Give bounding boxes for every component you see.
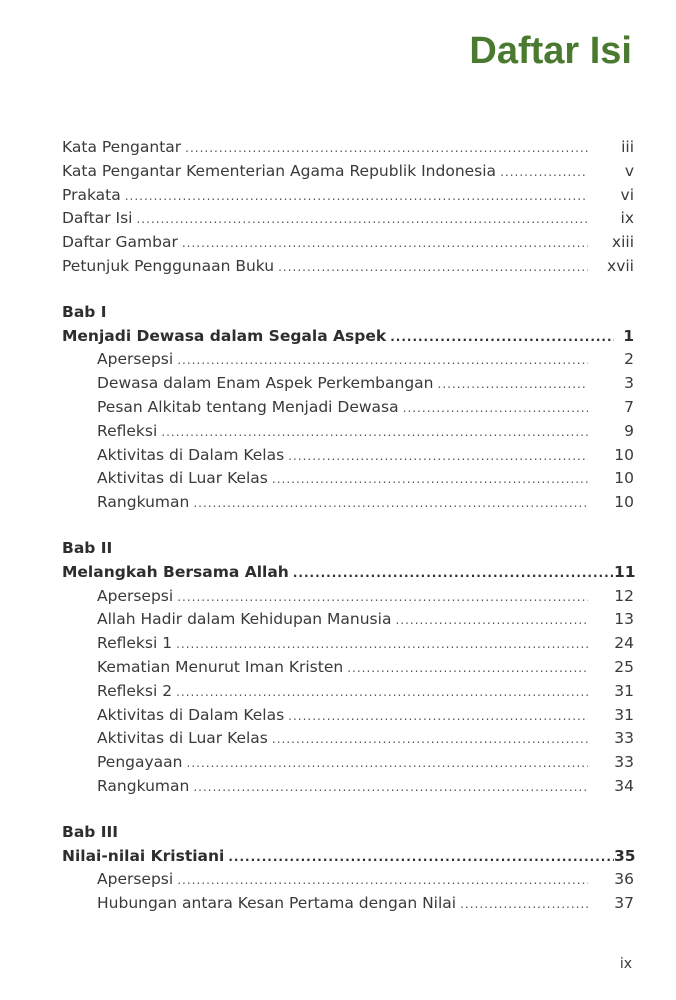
toc-entry-page: vi [620, 185, 634, 204]
toc-entry-label: Refleksi 2 [97, 681, 173, 700]
toc-entry-page: xiii [611, 233, 634, 252]
table-of-contents [62, 136, 634, 938]
dot-leader [272, 728, 588, 752]
page-number: ix [619, 956, 632, 972]
toc-entry[interactable] [62, 585, 634, 609]
toc-entry[interactable] [62, 751, 634, 775]
toc-entry-page: 33 [614, 729, 634, 748]
toc-entry-page: 31 [614, 681, 634, 700]
toc-entry[interactable] [62, 868, 634, 892]
dot-leader [272, 468, 588, 492]
dot-leader [176, 681, 588, 705]
dot-leader [403, 397, 588, 421]
toc-entry[interactable] [62, 608, 634, 632]
toc-entry-label: Refleksi [97, 421, 158, 440]
toc-entry-label: Aktivitas di Dalam Kelas [97, 445, 285, 464]
chapter-title-entry[interactable] [62, 325, 634, 349]
toc-entry-page: 10 [614, 469, 634, 488]
toc-entry[interactable] [62, 680, 634, 704]
front-matter-list [62, 136, 634, 279]
toc-entry[interactable] [62, 656, 634, 680]
toc-entry-label: Melangkah Bersama Allah [62, 562, 289, 581]
toc-entry-page: 13 [614, 610, 634, 629]
toc-entry-page: 37 [614, 894, 634, 913]
page-title: Daftar Isi [469, 30, 632, 72]
dot-leader [176, 633, 588, 657]
toc-entry-label: Refleksi 1 [97, 634, 173, 653]
toc-entry-page: 7 [624, 397, 634, 416]
toc-entry-label: Daftar Gambar [62, 233, 178, 252]
toc-entry-label: Pengayaan [97, 753, 183, 772]
toc-entry-page: xvii [607, 256, 634, 275]
toc-entry[interactable] [62, 160, 634, 184]
dot-leader [293, 562, 614, 586]
dot-leader [193, 492, 588, 516]
toc-entry-label: Aktivitas di Luar Kelas [97, 469, 268, 488]
dot-leader [500, 161, 588, 185]
dot-leader [395, 609, 588, 633]
toc-entry-label: Rangkuman [97, 493, 190, 512]
dot-leader [177, 349, 588, 373]
toc-entry-page: 2 [624, 350, 634, 369]
chapter-number: Bab I [62, 302, 107, 321]
toc-entry-label: Kata Pengantar Kementerian Agama Republik Indonesia [62, 161, 497, 180]
toc-entry-page: 10 [614, 493, 634, 512]
dot-leader [136, 208, 588, 232]
toc-entry-label: Menjadi Dewasa dalam Segala Aspek [62, 326, 387, 345]
toc-entry[interactable] [62, 255, 634, 279]
dot-leader [438, 373, 589, 397]
toc-entry[interactable] [62, 444, 634, 468]
toc-entry-page: 25 [614, 657, 634, 676]
toc-entry[interactable] [62, 231, 634, 255]
toc-entry-label: Apersepsi [97, 350, 174, 369]
dot-leader [177, 869, 588, 893]
dot-leader [288, 445, 588, 469]
toc-entry-label: Daftar Isi [62, 209, 133, 228]
toc-entry[interactable] [62, 372, 634, 396]
toc-entry-label: Kematian Menurut Iman Kristen [97, 657, 344, 676]
toc-entry-label: Hubungan antara Kesan Pertama dengan Nilai [97, 894, 457, 913]
dot-leader [182, 232, 588, 256]
toc-entry[interactable] [62, 892, 634, 916]
toc-entry-page: 24 [614, 634, 634, 653]
dot-leader [228, 846, 614, 870]
chapter-section [62, 537, 634, 799]
toc-entry-page: 1 [623, 326, 634, 345]
toc-entry-label: Aktivitas di Dalam Kelas [97, 705, 285, 724]
toc-entry[interactable] [62, 396, 634, 420]
toc-entry[interactable] [62, 467, 634, 491]
chapter-number: Bab II [62, 538, 113, 557]
toc-entry-page: 35 [614, 846, 636, 865]
toc-entry[interactable] [62, 775, 634, 799]
toc-entry-page: 9 [624, 421, 634, 440]
dot-leader [161, 421, 588, 445]
toc-entry-page: ix [620, 209, 634, 228]
toc-entry-label: Allah Hadir dalam Kehidupan Manusia [97, 610, 392, 629]
chapter-title-entry[interactable] [62, 845, 634, 869]
toc-entry-label: Rangkuman [97, 776, 190, 795]
toc-entry-page: 34 [614, 776, 634, 795]
toc-entry-label: Nilai-nilai Kristiani [62, 846, 225, 865]
toc-entry[interactable] [62, 420, 634, 444]
dot-leader [125, 185, 588, 209]
toc-entry[interactable] [62, 727, 634, 751]
toc-entry-page: iii [621, 138, 634, 156]
chapter-number: Bab III [62, 822, 119, 841]
toc-entry-label: Apersepsi [97, 586, 174, 605]
dot-leader [185, 137, 588, 161]
toc-entry[interactable] [62, 136, 634, 160]
chapter-section [62, 301, 634, 515]
toc-entry-page: 36 [614, 870, 634, 889]
dot-leader [390, 326, 614, 350]
toc-entry[interactable] [62, 184, 634, 208]
dot-leader [288, 705, 588, 729]
dot-leader [278, 256, 588, 280]
dot-leader [187, 752, 589, 776]
toc-entry-page: 10 [614, 445, 634, 464]
chapter-section [62, 821, 634, 916]
toc-entry-label: Apersepsi [97, 870, 174, 889]
toc-entry[interactable] [62, 491, 634, 515]
toc-entry[interactable] [62, 632, 634, 656]
toc-entry-label: Dewasa dalam Enam Aspek Perkembangan [97, 374, 434, 393]
toc-entry-page: 12 [614, 586, 634, 605]
toc-entry-page: v [624, 161, 634, 180]
toc-entry-page: 11 [614, 562, 636, 581]
dot-leader [177, 586, 588, 610]
chapter-title-entry[interactable] [62, 561, 634, 585]
toc-entry-label: Kata Pengantar [62, 138, 182, 156]
toc-entry-label: Aktivitas di Luar Kelas [97, 729, 268, 748]
toc-entry-label: Pesan Alkitab tentang Menjadi Dewasa [97, 397, 399, 416]
toc-entry-page: 33 [614, 753, 634, 772]
toc-entry-label: Prakata [62, 185, 121, 204]
toc-entry[interactable] [62, 348, 634, 372]
dot-leader [193, 776, 588, 800]
toc-entry[interactable] [62, 704, 634, 728]
toc-entry[interactable] [62, 207, 634, 231]
toc-entry-page: 31 [614, 705, 634, 724]
dot-leader [460, 893, 588, 917]
toc-entry-page: 3 [624, 374, 634, 393]
toc-entry-label: Petunjuk Penggunaan Buku [62, 256, 275, 275]
dot-leader [347, 657, 588, 681]
